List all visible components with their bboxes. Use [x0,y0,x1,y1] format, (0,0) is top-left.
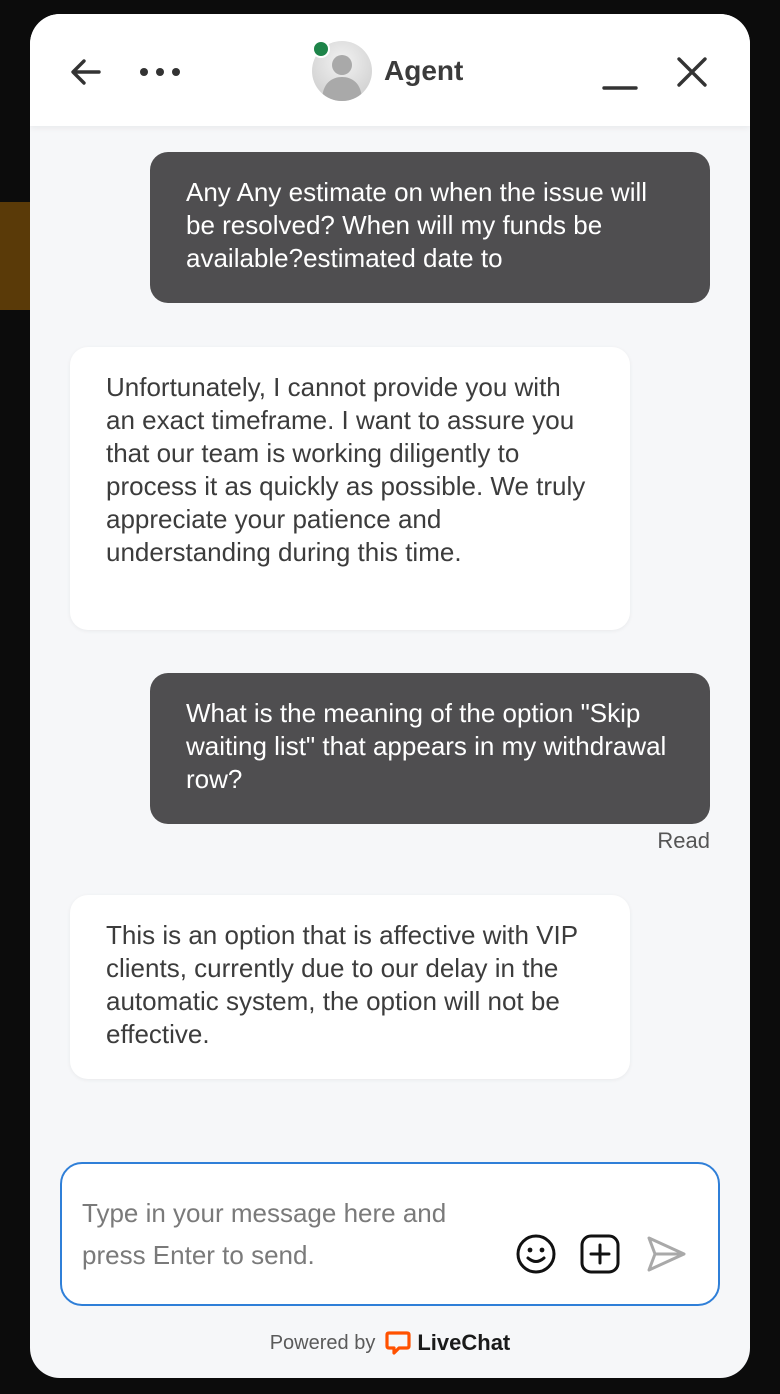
user-message: Any Any estimate on when the issue will be resolved? When will my funds be available?estimated date to [150,152,710,303]
online-status-dot [312,40,330,58]
smiley-icon [515,1233,557,1275]
more-options-button[interactable] [134,48,186,96]
ellipsis-icon [136,66,184,78]
agent-message: This is an option that is affective with VIP clients, currently due to our delay in the automatic system, the option will not be effective. [70,895,630,1079]
close-icon [675,55,709,89]
close-button[interactable] [668,48,716,96]
agent-name: Agent [384,55,464,86]
agent-info [312,40,463,102]
agent-message: Unfortunately, I cannot provide you with an exact timeframe. I want to assure you that our team is working diligently to process it as quickly as possible. We truly appreciate your patience and understanding during this time. [70,347,630,630]
powered-by-footer [30,1326,750,1360]
arrow-left-icon [68,54,104,90]
paper-plane-icon [645,1233,687,1275]
minimize-button[interactable] [596,48,644,96]
background-page-strip [0,202,32,310]
brand-name: LiveChat [417,1330,511,1355]
message-composer [60,1162,720,1306]
powered-by-text: Powered by [269,1331,376,1354]
livechat-bubble-icon [385,1330,411,1356]
minimize-icon [600,52,640,92]
attach-button[interactable] [576,1230,624,1278]
read-receipt: Read [657,828,710,853]
chat-widget [30,14,750,1378]
message-input[interactable] [82,1192,502,1284]
emoji-button[interactable] [512,1230,560,1278]
send-button[interactable] [642,1230,690,1278]
livechat-logo[interactable] [385,1330,510,1356]
back-button[interactable] [62,48,110,96]
user-message: What is the meaning of the option "Skip waiting list" that appears in my withdrawal row? [150,673,710,824]
chat-header [30,14,750,126]
plus-square-icon [579,1233,621,1275]
